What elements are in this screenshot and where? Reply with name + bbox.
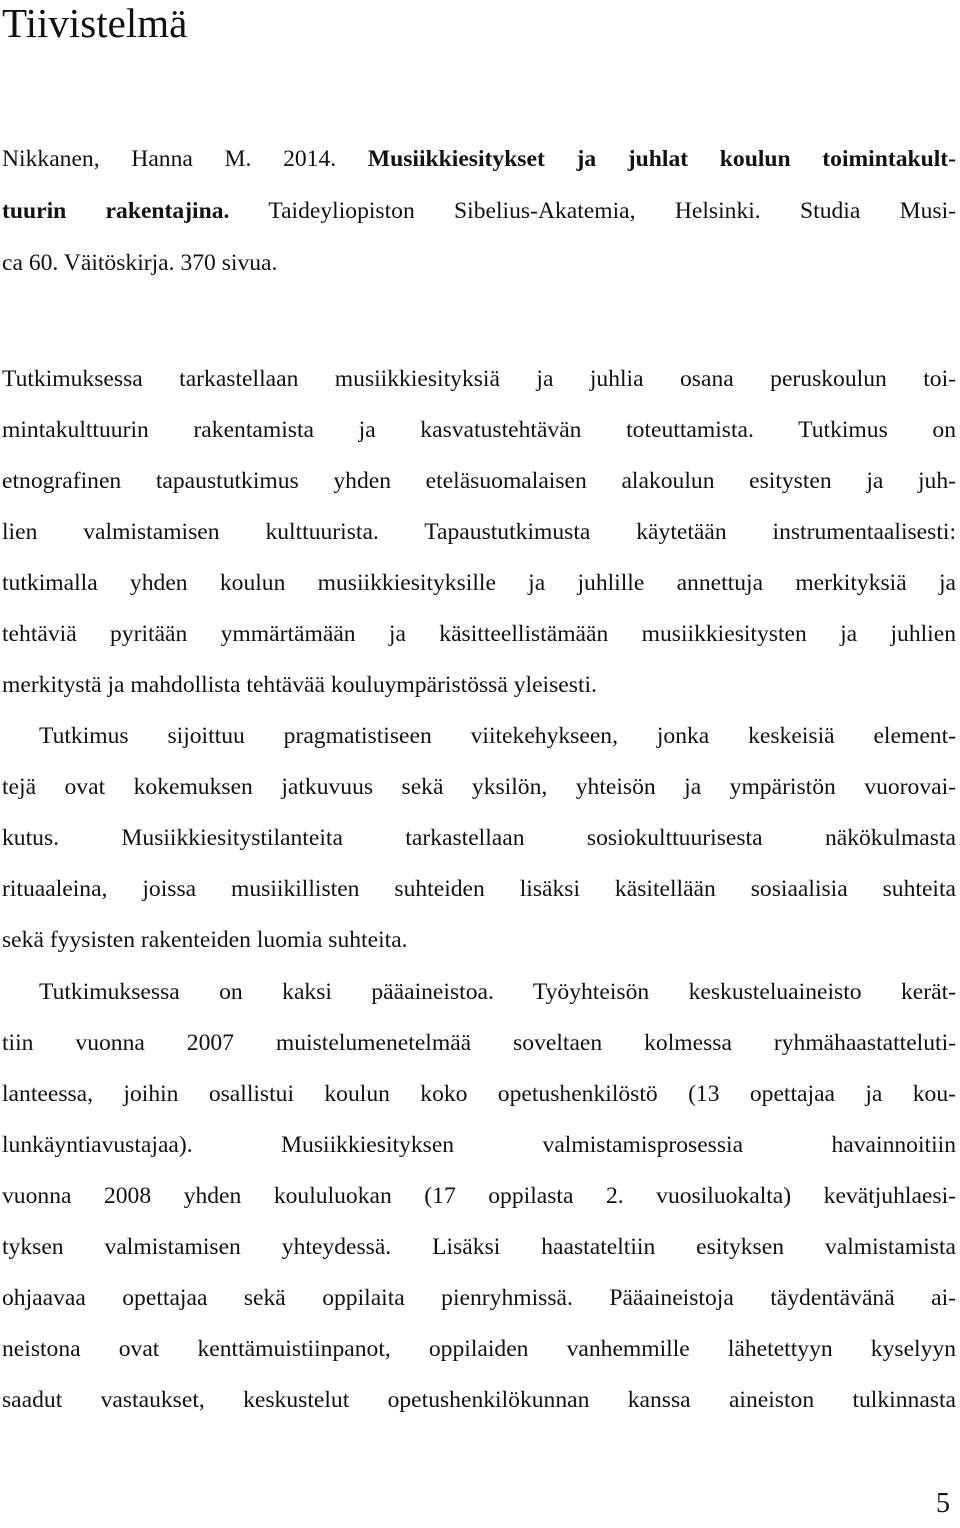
- citation-title: Musiikkiesitykset ja juhlat koulun toimintakult-: [367, 146, 956, 172]
- citation-author-year: Nikkanen, Hanna M. 2014.: [2, 146, 368, 172]
- page-heading: Tiivistelmä: [2, 0, 188, 46]
- citation-title: tuurin rakentajina.: [2, 198, 230, 224]
- page-number: 5: [936, 1488, 950, 1519]
- citation-publisher: Taideyliopiston Sibelius-Akatemia, Helsinki. Studia Musi-: [229, 198, 956, 224]
- citation-publisher: ca 60. Väitöskirja. 370 sivua.: [2, 250, 278, 276]
- document-page: Tiivistelmä Nikkanen, Hanna M. 2014. Musiikkiesitykset ja juhlat koulun toimintakult- tuurin rakentajina. Taideyliopiston Sibelius-Akatemia, Helsinki. Studia Musi- ca 60. Väitöskirja. 370 sivua. Tutkimuksessa tarkastellaan musiikkiesityksiä ja juhlia osana peruskoulun toi- mintakulttuurin rakentamista ja kasvatustehtävän toteuttamista. Tutkimus on etnografinen tapaustutkimus yhden eteläsuomalaisen alakoulun esitysten ja juh- lien valmistamisen kulttuurista. Tapaustutkimusta käytetään instrumentaalisesti: tutkimalla yhden koulun musiikkiesityksille ja juhlille annettuja merkityksiä ja tehtäviä pyritään ymmärtämään ja käsitteellistämään musiikkiesitysten ja juhlien merkitystä ja mahdollista tehtävää kouluympäristössä yleisesti. Tutkimus sijoittuu pragmatistiseen viitekehykseen, jonka keskeisiä element- tejä ovat kokemuksen jatkuvuus sekä yksilön, yhteisön ja ympäristön vuorovai- kutus. Musiikkiesitystilanteita tarkastellaan sosiokulttuurisesta näkökulmasta rituaaleina, joissa musiikillisten suhteiden lisäksi käsitellään sosiaalisia suhteita sekä fyysisten rakenteiden luomia suhteita. Tutkimuksessa on kaksi pääaineistoa. Työyhteisön keskusteluaineisto kerät- tiin vuonna 2007 muistelumenetelmää soveltaen kolmessa ryhmähaastatteluti- lanteessa, joihin osallistui koulun koko opetushenkilöstö (13 opettajaa ja kou- lunkäyntiavustajaa). Musiikkiesityksen valmistamisprosessia havainnoitiin vuonna 2008 yhden koululuokan (17 oppilasta 2. vuosiluokalta) kevätjuhlaesi- tyksen valmistamisen yhteydessä. Lisäksi haastateltiin esityksen valmistamista ohjaavaa opettajaa sekä oppilaita pienryhmissä. Pääaineistoja täydentävänä ai- neistona ovat kenttämuistiinpanot, oppilaiden vanhemmille lähetettyyn kyselyyn saadut vastaukset, keskustelut opetushenkilökunnan kanssa aineiston tulkinnasta 5: [2, 0, 956, 1519]
